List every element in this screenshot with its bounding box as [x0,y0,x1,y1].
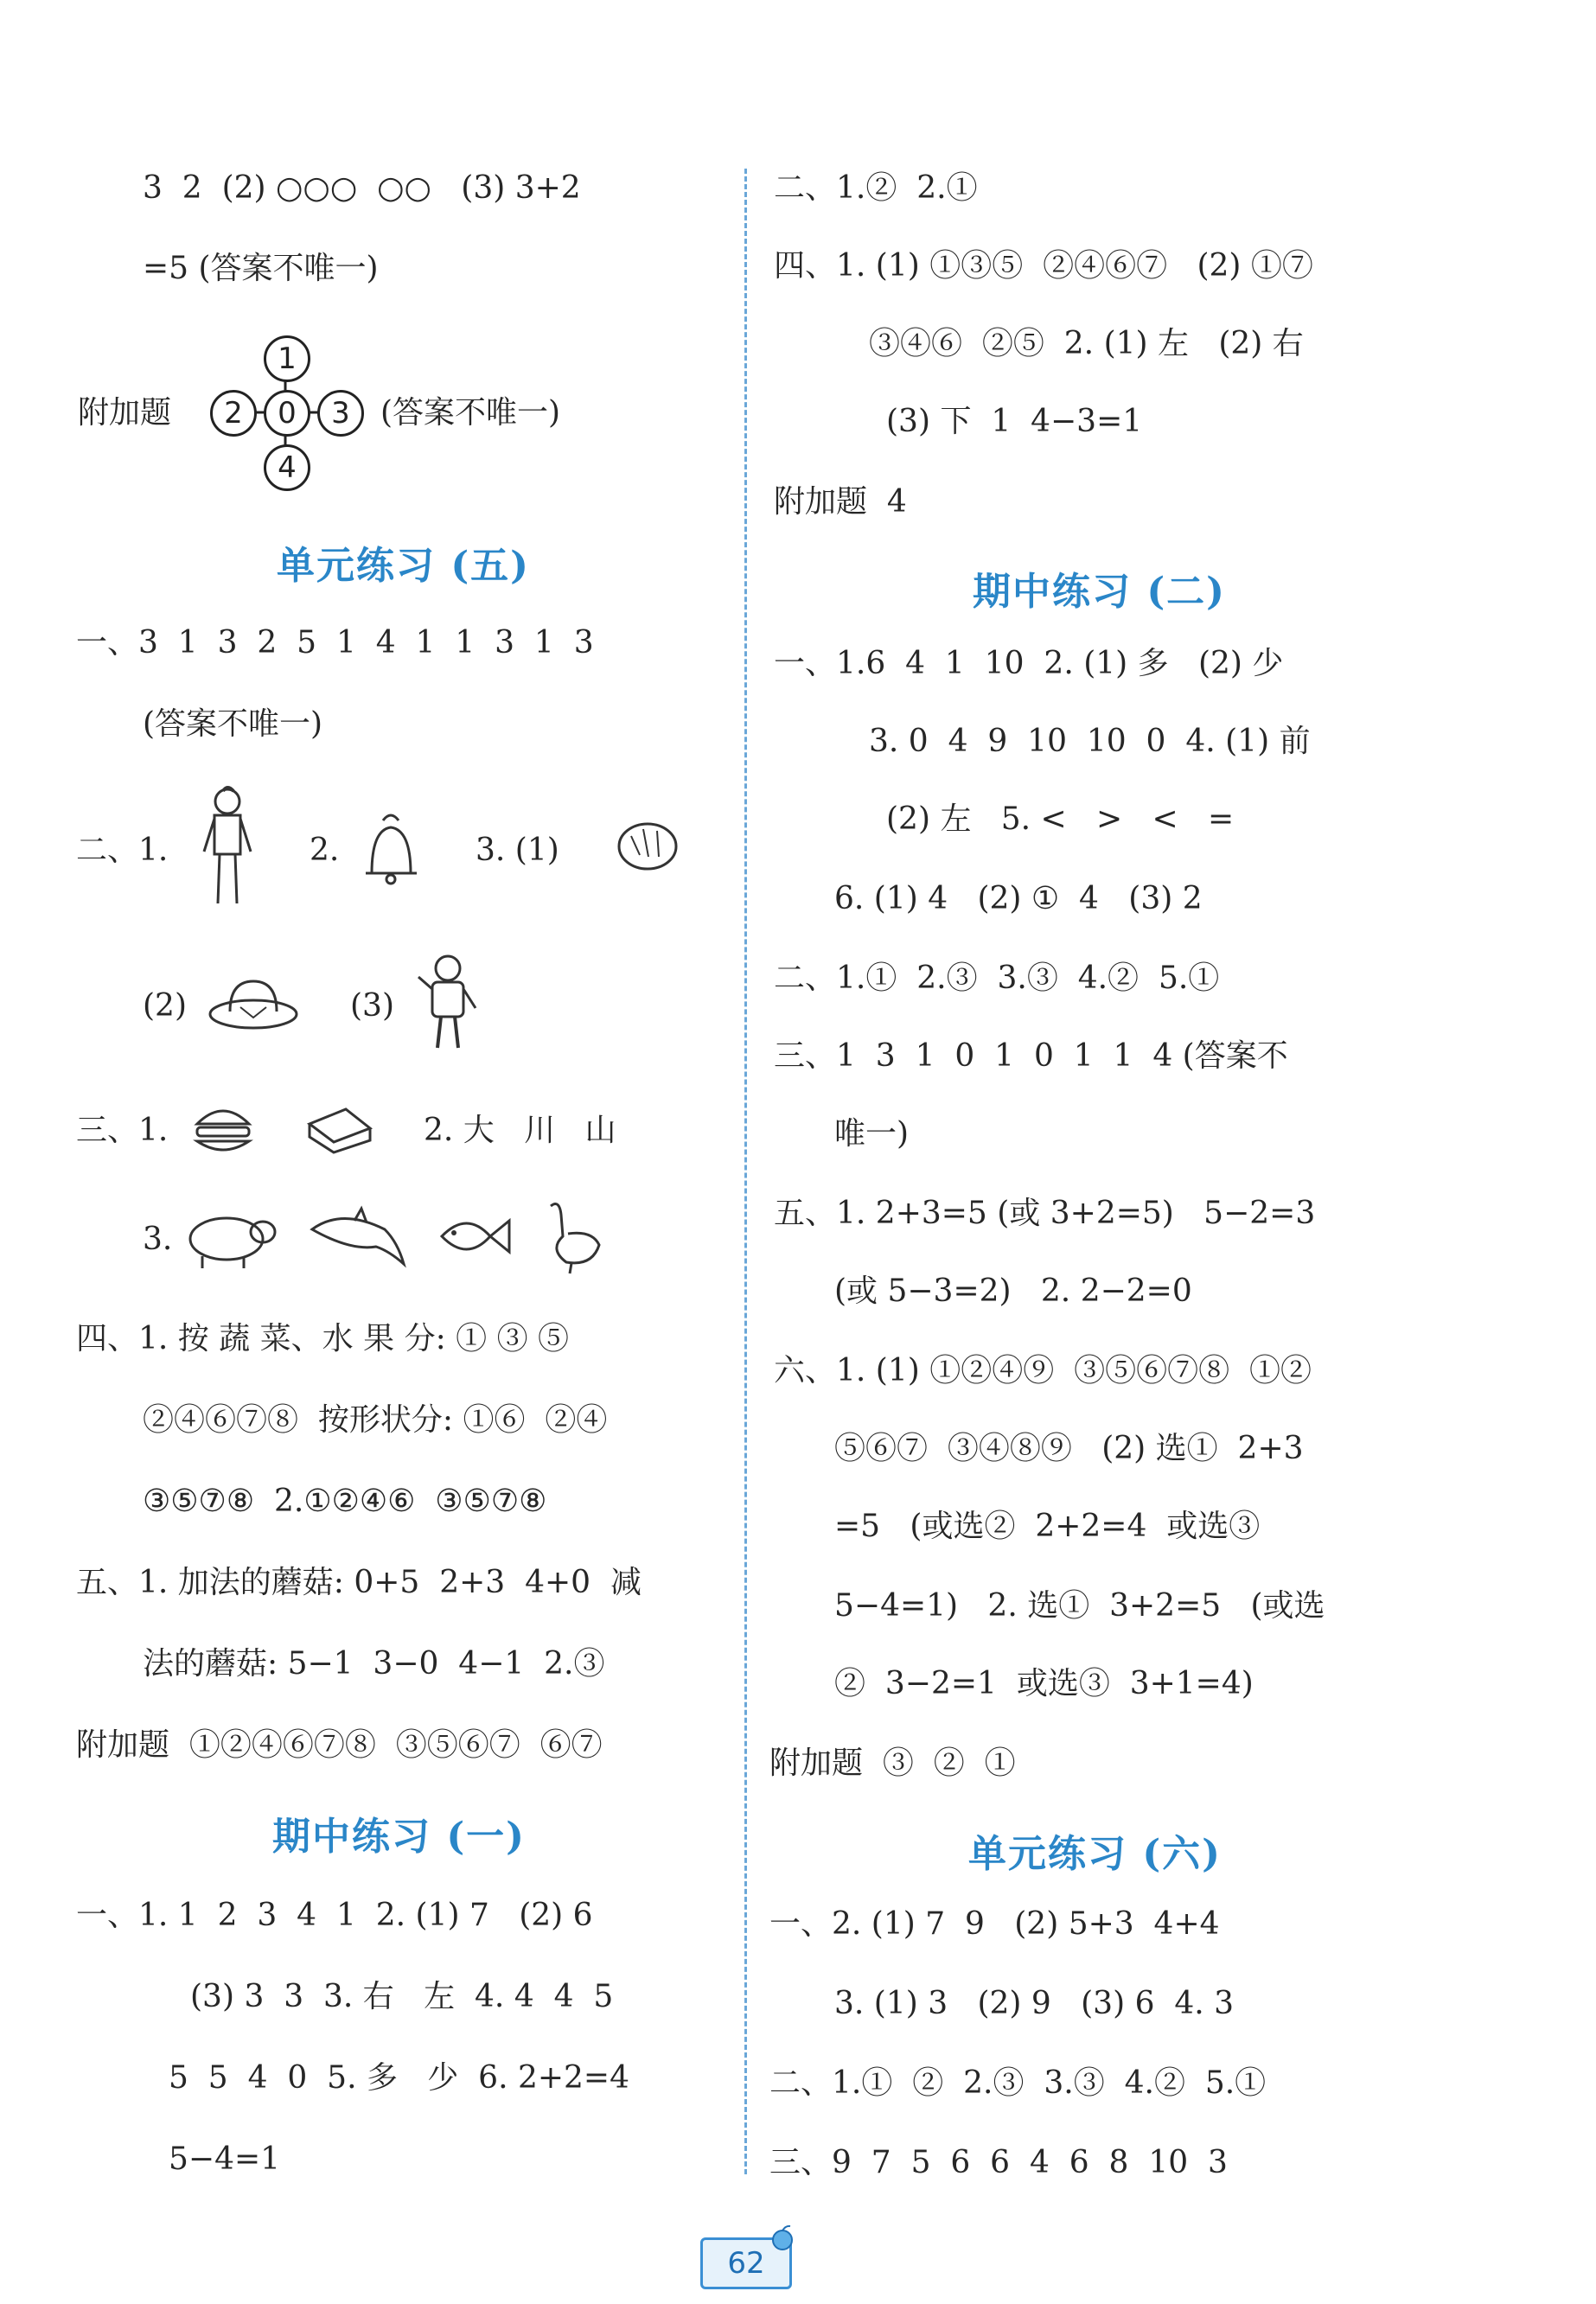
page-number: 62 [700,2237,792,2289]
u6-line-3: 二、1.① ② 2.③ 3.③ 4.② 5.① [769,2065,1267,2101]
u5-q2-2-label: 2. [310,833,340,868]
m2-line-10: 六、1. (1) ①②④⑨ ③⑤⑥⑦⑧ ①② [774,1353,1312,1388]
u5-q3-label: 三、1. [76,1113,169,1148]
m1-line-1: 一、1. 1 2 3 4 1 2. (1) 7 (2) 6 [76,1898,593,1933]
m1-line-3: 5 5 4 0 5. 多 少 6. 2+2=4 [169,2060,630,2096]
m2-line-13: 5−4=1) 2. 选① 3+2=5 (或选 [834,1588,1325,1624]
u5-q2-4-label: (2) [143,988,187,1024]
m2-line-9: (或 5−3=2) 2. 2−2=0 [834,1273,1192,1309]
u5-line-12: 附加题 ①②④⑥⑦⑧ ③⑤⑥⑦ ⑥⑦ [76,1727,603,1763]
heading-unit-5: 单元练习 (五) [277,544,530,588]
u5-q2-3-label: 3. (1) [476,833,559,868]
dolphin-illustration [307,1203,411,1273]
sandwich-illustration [303,1102,376,1156]
m2-line-11: ⑤⑥⑦ ③④⑧⑨ (2) 选① 2+3 [834,1431,1304,1466]
m2-line-4: 6. (1) 4 (2) ① 4 (3) 2 [834,881,1203,916]
goose-illustration [540,1197,605,1275]
left-line-2: =5 (答案不唯一) [143,251,379,286]
m2-line-15: 附加题 ③ ② ① [769,1746,1016,1781]
diagram-bottom: 4 [264,444,310,491]
heading-midterm-2: 期中练习 (二) [973,570,1226,614]
u6-line-4: 三、9 7 5 6 6 4 6 8 10 3 [769,2145,1228,2180]
right-line-3: ③④⑥ ②⑤ 2. (1) 左 (2) 右 [869,326,1304,361]
right-line-4: (3) 下 1 4−3=1 [886,404,1143,439]
m1-line-4: 5−4=1 [169,2141,281,2177]
hat-illustration [206,973,301,1033]
m2-line-8: 五、1. 2+3=5 (或 3+2=5) 5−2=3 [774,1196,1316,1231]
u5-line-2: (答案不唯一) [143,706,323,742]
diagram-center: 0 [264,390,310,437]
m2-line-7: 唯一) [834,1116,910,1152]
diagram-top: 1 [264,335,310,382]
right-line-5: 附加题 4 [774,484,907,520]
u5-line-10: 五、1. 加法的蘑菇: 0+5 2+3 4+0 减 [76,1565,642,1600]
column-divider [744,169,749,2174]
m2-line-5: 二、1.① 2.③ 3.③ 4.② 5.① [774,961,1220,996]
u5-line-7: 四、1. 按 蔬 菜、水 果 分: ① ③ ⑤ [76,1321,570,1356]
fish-illustration [437,1209,514,1265]
fujia-note-1: (答案不唯一) [380,395,561,431]
u5-q2-label: 二、1. [76,833,169,868]
m2-line-6: 三、1 3 1 0 1 0 1 1 4 (答案不 [774,1038,1288,1074]
right-line-1: 二、1.② 2.① [774,170,978,206]
u5-q2-5-label: (3) [350,988,394,1024]
bell-illustration [359,808,424,886]
m1-line-2: (3) 3 3 3. 右 左 4. 4 4 5 [190,1979,614,2014]
u5-line-1: 一、3 1 3 2 5 1 4 1 1 3 1 3 [76,625,594,661]
m2-line-2: 3. 0 4 9 10 10 0 4. (1) 前 [869,724,1311,759]
hippo-illustration [183,1206,278,1271]
robot-illustration [413,951,482,1055]
u6-line-1: 一、2. (1) 7 9 (2) 5+3 4+4 [769,1906,1220,1942]
apple-icon [769,2224,795,2251]
right-line-2: 四、1. (1) ①③⑤ ②④⑥⑦ (2) ①⑦ [774,248,1313,284]
m2-line-12: =5 (或选② 2+2=4 或选③ [834,1509,1261,1544]
burger-illustration [192,1098,254,1160]
u5-line-8: ②④⑥⑦⑧ 按形状分: ①⑥ ②④ [143,1402,608,1438]
bread-illustration [616,817,680,873]
boy-illustration [197,782,258,912]
u5-q3-2: 2. 大 川 山 [424,1113,616,1148]
fujia-label-1: 附加题 [78,395,172,431]
diagram-right: 3 [317,390,364,437]
left-line-1: 3 2 (2) ○○○ ○○ (3) 3+2 [143,170,581,206]
m2-line-3: (2) 左 5. < > < = [886,801,1235,837]
u5-q3-3-label: 3. [143,1222,173,1257]
heading-unit-6: 单元练习 (六) [968,1832,1222,1876]
u5-line-11: 法的蘑菇: 5−1 3−0 4−1 2.③ [143,1646,605,1682]
heading-midterm-1: 期中练习 (一) [272,1815,526,1859]
diagram-left: 2 [210,390,257,437]
u5-line-9: ③⑤⑦⑧ 2.①②④⑥ ③⑤⑦⑧ [143,1484,547,1519]
m2-line-14: ② 3−2=1 或选③ 3+1=4) [834,1666,1254,1701]
u6-line-2: 3. (1) 3 (2) 9 (3) 6 4. 3 [834,1986,1235,2021]
m2-line-1: 一、1.6 4 1 10 2. (1) 多 (2) 少 [774,646,1284,681]
